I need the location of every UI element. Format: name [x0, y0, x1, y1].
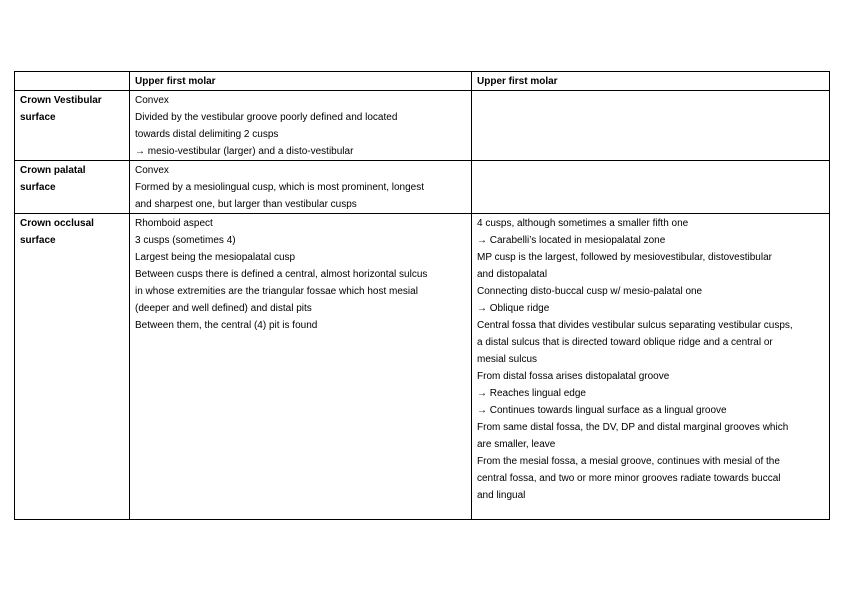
- col2-cell: [130, 214, 472, 520]
- text-line: MP cusp is the largest, followed by mesiovestibular, distovestibular: [477, 252, 772, 263]
- text-line: Formed by a mesiolingual cusp, which is most prominent, longest: [135, 182, 425, 193]
- text-line: Central fossa that divides vestibular sulcus separating vestibular cusps,: [477, 320, 793, 331]
- text-line: From same distal fossa, the DV, DP and distal marginal grooves which: [477, 422, 789, 433]
- text-line: Rhomboid aspect: [135, 218, 213, 229]
- col3-cell: [472, 161, 830, 214]
- text-line: central fossa, and two or more minor grooves radiate towards buccal: [477, 473, 781, 484]
- row-label-line: Crown palatal: [20, 165, 86, 176]
- header-cell-1: [15, 72, 130, 91]
- text-line: Convex: [135, 165, 169, 176]
- text-line: → mesio-vestibular (larger) and a disto-vestibular: [135, 146, 354, 157]
- text-line: a distal sulcus that is directed toward oblique ridge and a central or: [477, 337, 773, 348]
- table-row-crown-vestibular: [15, 91, 830, 161]
- header-cell-2: Upper first molar: [130, 72, 472, 91]
- row-label-cell: [15, 91, 130, 161]
- row-label-cell: [15, 214, 130, 520]
- text-line: 4 cusps, although sometimes a smaller fifth one: [477, 218, 689, 229]
- text-line: Convex: [135, 95, 169, 106]
- text-line: in whose extremities are the triangular fossae which host mesial: [135, 286, 418, 297]
- text-line: From the mesial fossa, a mesial groove, continues with mesial of the: [477, 456, 780, 467]
- text-line: → Continues towards lingual surface as a lingual groove: [477, 405, 727, 416]
- text-line: mesial sulcus: [477, 354, 538, 365]
- row-label-line: Crown Vestibular: [20, 95, 102, 106]
- text-line: and distopalatal: [477, 269, 548, 280]
- text-line: are smaller, leave: [477, 439, 556, 450]
- text-line: Connecting disto-buccal cusp w/ mesio-palatal one: [477, 286, 703, 297]
- text-line: Between cusps there is defined a central, almost horizontal sulcus: [135, 269, 428, 280]
- col3-cell: [472, 91, 830, 161]
- col2-cell: [130, 161, 472, 214]
- row-label-cell: [15, 161, 130, 214]
- table-row-crown-palatal: [15, 161, 830, 214]
- col2-cell: [130, 91, 472, 161]
- row-label-line: Crown occlusal: [20, 218, 94, 229]
- text-line: Divided by the vestibular groove poorly defined and located: [135, 112, 398, 123]
- table-header-row: [15, 72, 830, 91]
- row-label-line: surface: [20, 235, 56, 246]
- row-label-line: surface: [20, 182, 56, 193]
- col3-cell: [472, 214, 830, 520]
- header-cell-3: Upper first molar: [472, 72, 830, 91]
- text-line: and sharpest one, but larger than vestibular cusps: [135, 199, 357, 210]
- text-line: From distal fossa arises distopalatal groove: [477, 371, 670, 382]
- text-line: → Carabelli’s located in mesiopalatal zone: [477, 235, 666, 246]
- text-line: 3 cusps (sometimes 4): [135, 235, 236, 246]
- text-line: Largest being the mesiopalatal cusp: [135, 252, 296, 263]
- text-line: Between them, the central (4) pit is found: [135, 320, 318, 331]
- text-line: → Oblique ridge: [477, 303, 550, 314]
- text-line: towards distal delimiting 2 cusps: [135, 129, 279, 140]
- table-row-crown-occlusal: [15, 214, 830, 520]
- text-line: → Reaches lingual edge: [477, 388, 586, 399]
- comparison-table: [14, 71, 830, 520]
- row-label-line: surface: [20, 112, 56, 123]
- text-line: and lingual: [477, 490, 526, 501]
- text-line: (deeper and well defined) and distal pits: [135, 303, 312, 314]
